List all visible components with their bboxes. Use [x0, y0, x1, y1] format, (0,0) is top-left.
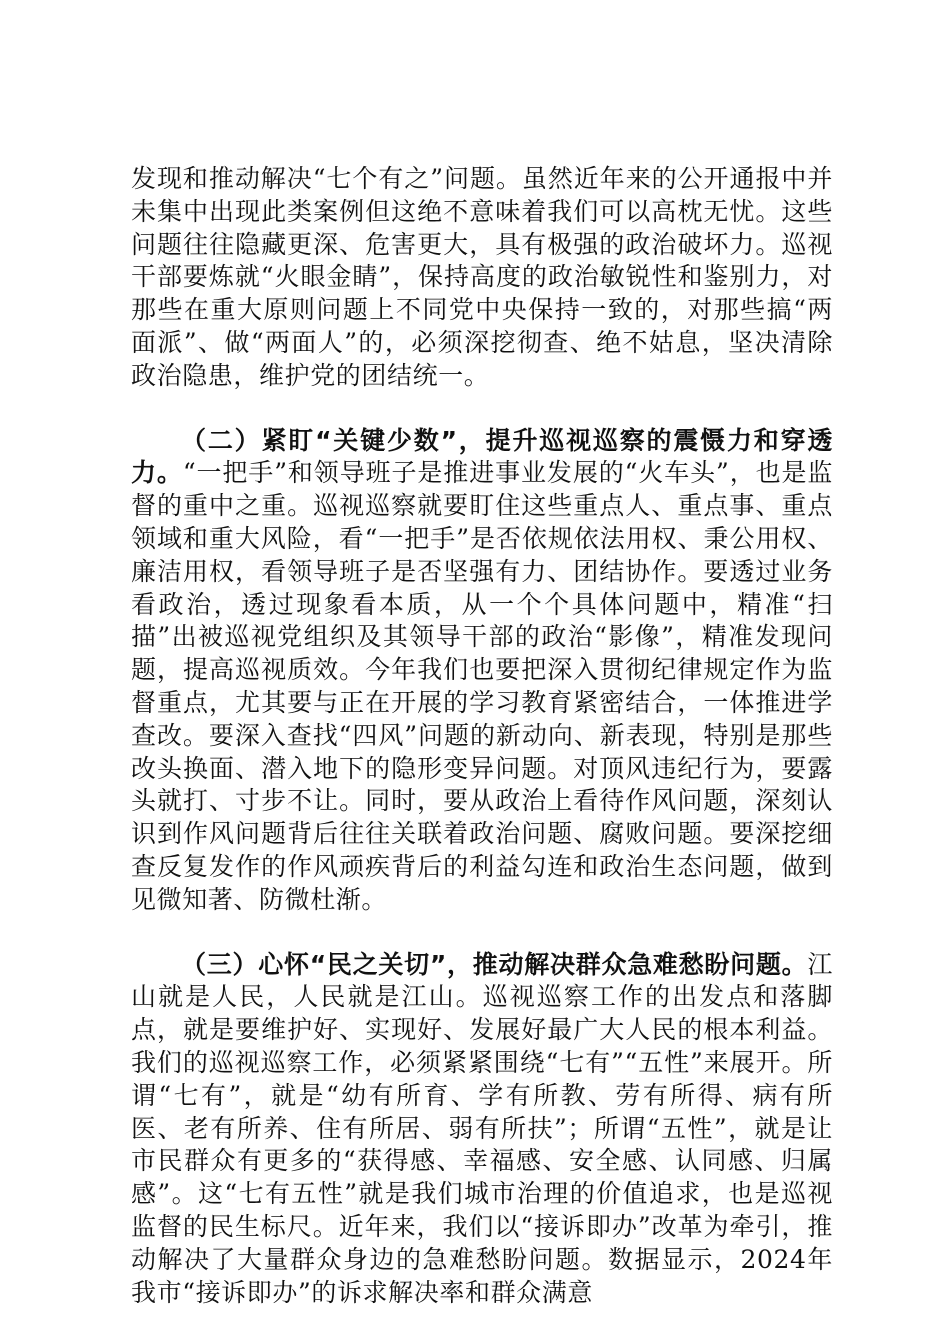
section-heading-2: （二）紧盯“关键少数”，提升巡视巡察的震慑力和穿透力。 — [131, 425, 833, 488]
paragraph-body: 江山就是人民，人民就是江山。巡视巡察工作的出发点和落脚点，就是要维护好、实现好、发展好最广大人民的根本利益。我们的巡视巡察工作，必须紧紧围绕“七有”“五性”来展开。所谓“七有”，就是“幼有所育、学有所教、劳有所得、病有所医、老有所养、住有所居、弱有所扶”；所谓“五性”，就是让市民群众有更多的“获得感、幸福感、安全感、认同感、归属感”。这“七有五性”就是我们城市治理的价值追求，也是巡视监督的民生标尺。近年来，我们以“接诉即办”改革为牵引，推动解决了大量群众身边的急难愁盼问题。数据显示，2024年我市“接诉即办”的诉求解决率和群众满意 — [131, 949, 833, 1307]
section-heading-3: （三）心怀“民之关切”，推动解决群众急难愁盼问题。 — [181, 949, 808, 979]
paragraph-body: 发现和推动解决“七个有之”问题。虽然近年来的公开通报中并未集中出现此类案例但这绝不意味着我们可以高枕无忧。这些问题往往隐藏更深、危害更大，具有极强的政治破坏力。巡视干部要炼就“火眼金睛”，保持高度的政治敏锐性和鉴别力，对那些在重大原则问题上不同党中央保持一致的，对那些搞“两面派”、做“两面人”的，必须深挖彻查、绝不姑息，坚决清除政治隐患，维护党的团结统一。 — [131, 164, 833, 390]
paragraph-body: “一把手”和领导班子是推进事业发展的“火车头”，也是监督的重中之重。巡视巡察就要盯住这些重点人、重点事、重点领域和重大风险，看“一把手”是否依规依法用权、秉公用权、廉洁用权，看领导班子是否坚强有力、团结协作。要透过业务看政治，透过现象看本质，从一个个具体问题中，精准“扫描”出被巡视党组织及其领导干部的政治“影像”，精准发现问题，提高巡视质效。今年我们也要把深入贯彻纪律规定作为监督重点，尤其要与正在开展的学习教育紧密结合，一体推进学查改。要深入查找“四风”问题的新动向、新表现，特别是那些改头换面、潜入地下的隐形变异问题。对顶风违纪行为，要露头就打、寸步不让。同时，要从政治上看待作风问题，深刻认识到作风问题背后往往关联着政治问题、腐败问题。要深挖细查反复发作的作风顽疾背后的利益勾连和政治生态问题，做到见微知著、防微杜渐。 — [131, 458, 834, 914]
paragraph-political-problems — [131, 163, 833, 393]
document-page — [131, 163, 833, 1309]
paragraph-key-minority — [131, 425, 833, 917]
paragraph-people-concerns — [131, 949, 833, 1310]
